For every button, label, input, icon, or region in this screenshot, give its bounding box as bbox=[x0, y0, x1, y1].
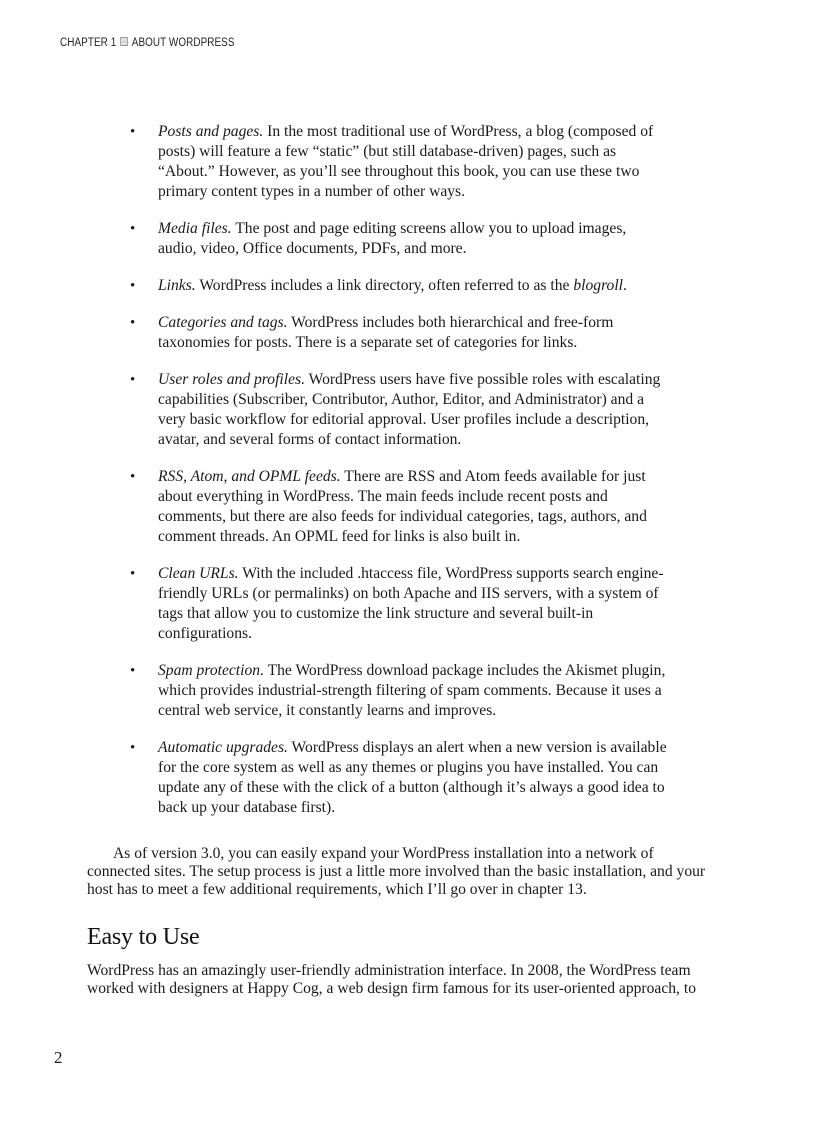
list-item bbox=[127, 313, 667, 353]
list-item-term: Automatic upgrades. bbox=[158, 739, 288, 756]
page-number: 2 bbox=[54, 1048, 63, 1067]
list-item bbox=[127, 467, 667, 547]
bullet-icon: • bbox=[130, 469, 136, 485]
bullet-icon: • bbox=[130, 221, 136, 237]
list-item bbox=[127, 738, 667, 818]
list-item-term: Links. bbox=[158, 277, 196, 294]
list-item-text: In the most traditional use of WordPress, a blog (composed of posts) will feature a few “static” (but still database-driven) pages, such as “About.” However, as you’ll see throughout this book, you can use these two primary content types in a number of other ways. bbox=[158, 123, 654, 200]
separator-icon bbox=[121, 37, 129, 46]
paragraph-text: As of version 3.0, you can easily expand your WordPress installation into a network of connected sites. The setup process is just a little more involved than the basic installation, and your host has to meet a few additional requirements, which I’ll go over in chapter 13. bbox=[87, 845, 706, 898]
bullet-icon: • bbox=[130, 315, 136, 331]
list-item bbox=[127, 370, 667, 450]
bullet-icon: • bbox=[130, 566, 136, 582]
list-item-term: RSS, Atom, and OPML feeds. bbox=[158, 468, 341, 485]
list-item bbox=[127, 564, 667, 644]
list-item-text: WordPress users have five possible roles with escalating capabilities (Subscriber, Contributor, Author, Editor, and Administrator) and a very basic workflow for editorial approval. User profiles include a description, avatar, and several forms of contact information. bbox=[158, 371, 661, 448]
list-item bbox=[127, 661, 667, 721]
bullet-icon: • bbox=[130, 372, 136, 388]
list-item-term: User roles and profiles. bbox=[158, 371, 305, 388]
list-item-emphasis: blogroll bbox=[573, 277, 624, 294]
list-item-term: Media files. bbox=[158, 220, 232, 237]
body-paragraph bbox=[87, 845, 717, 899]
chapter-label: CHAPTER 1 bbox=[60, 37, 117, 49]
list-item-text: WordPress displays an alert when a new version is available for the core system as well as any themes or plugins you have installed. You can update any of these with the click of a button (although it’s always a good idea to back up your database first). bbox=[158, 739, 667, 816]
list-item-text: WordPress includes both hierarchical and free-form taxonomies for posts. There is a separate set of categories for links. bbox=[158, 314, 614, 351]
list-item bbox=[127, 219, 667, 259]
list-item-text: The WordPress download package includes the Akismet plugin, which provides industrial-strength filtering of spam comments. Because it uses a central web service, it constantly learns and improves. bbox=[158, 662, 666, 719]
list-item-text: With the included .htaccess file, WordPress supports search engine-friendly URLs (or permalinks) on both Apache and IIS servers, with a system of tags that allow you to customize the link structure and several built-in configurations. bbox=[158, 565, 664, 642]
feature-list bbox=[127, 122, 667, 835]
body-paragraph: WordPress has an amazingly user-friendly administration interface. In 2008, the WordPress team worked with designers at Happy Cog, a web design firm famous for its user-oriented approach, to bbox=[87, 962, 696, 997]
list-item bbox=[127, 122, 667, 202]
list-item-term: Clean URLs. bbox=[158, 565, 239, 582]
list-item-text: WordPress includes a link directory, often referred to as the bbox=[195, 277, 574, 294]
running-head bbox=[60, 37, 235, 49]
section-heading: Easy to Use bbox=[87, 924, 200, 950]
bullet-icon: • bbox=[130, 278, 136, 294]
list-item-term: Categories and tags. bbox=[158, 314, 288, 331]
list-item-text: There are RSS and Atom feeds available for just about everything in WordPress. The main feeds include recent posts and comments, but there are also feeds for individual categories, tags, authors, and comment threads. An OPML feed for links is also built in. bbox=[158, 468, 647, 545]
list-item-text: The post and page editing screens allow you to upload images, audio, video, Office documents, PDFs, and more. bbox=[158, 220, 627, 257]
bullet-icon: • bbox=[130, 740, 136, 756]
list-item bbox=[127, 276, 667, 296]
list-item-tail: . bbox=[623, 277, 627, 294]
bullet-icon: • bbox=[130, 124, 136, 140]
bullet-icon: • bbox=[130, 663, 136, 679]
list-item-term: Spam protection. bbox=[158, 662, 264, 679]
list-item-term: Posts and pages. bbox=[158, 123, 264, 140]
chapter-title: ABOUT WORDPRESS bbox=[131, 37, 235, 49]
